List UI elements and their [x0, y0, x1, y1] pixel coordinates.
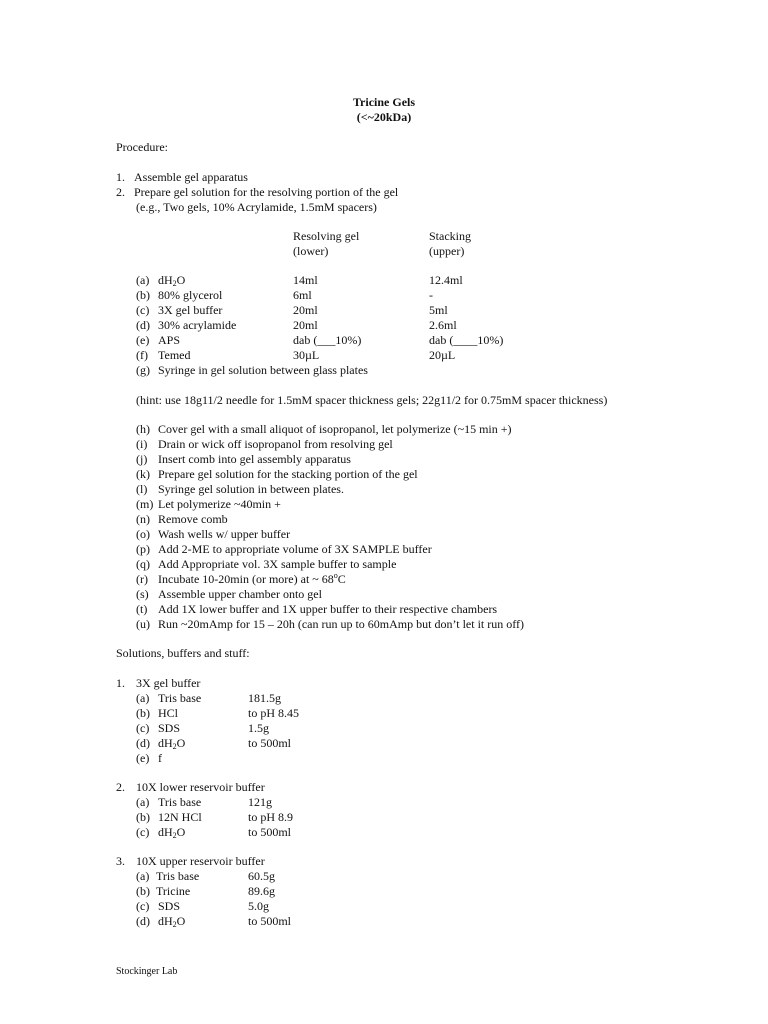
list-item-text: Add 1X lower buffer and 1X upper buffer to their respective chambers — [158, 602, 498, 616]
list-item: (s) — [136, 587, 149, 601]
solution-item-name: Tris base — [156, 869, 200, 883]
solution-item-name: HCl — [158, 706, 179, 720]
solution-item-name: SDS — [158, 899, 181, 913]
gel-row-item: APS — [158, 333, 181, 347]
gel-row-resolving: 20ml — [293, 318, 318, 332]
list-item-text: Insert comb into gel assembly apparatus — [158, 452, 351, 466]
solution-number: 3. — [116, 854, 125, 868]
list-item: (r) — [136, 572, 148, 586]
solution-item-label: (a) — [136, 869, 150, 883]
solution-item-label: (b) — [136, 884, 150, 898]
gel-row-label: (g) — [136, 363, 150, 377]
list-item-text: Drain or wick off isopropanol from resolving gel — [158, 437, 393, 451]
solution-item-name: $dH_2O$ — [158, 736, 186, 751]
gel-row-resolving: 30µL — [293, 348, 320, 362]
solution-item-name: $dH_2O$ — [158, 914, 186, 929]
solution-name: 3X gel buffer — [136, 676, 201, 690]
gel-row-resolving: 20ml — [293, 303, 318, 317]
list-item: (h) — [136, 422, 150, 436]
gel-row-stacking: 20µL — [429, 348, 456, 362]
gel-row-label: (d) — [136, 318, 150, 332]
step-2-number: 2. — [116, 185, 125, 199]
solution-item-value: to pH 8.45 — [248, 706, 299, 720]
solution-item-label: (e) — [136, 751, 150, 765]
solution-item-label: (c) — [136, 721, 150, 735]
list-item: (t) — [136, 602, 148, 616]
list-item: (q) — [136, 557, 150, 571]
gel-row-stacking: 12.4ml — [429, 273, 463, 287]
solution-item-value: 1.5g — [248, 721, 269, 735]
gel-row-stacking: - — [429, 288, 433, 302]
solution-item-name: 12N HCl — [158, 810, 202, 824]
solution-item-name: Tris base — [158, 691, 202, 705]
document-title: Tricine Gels — [352, 95, 416, 109]
gel-row-label: (b) — [136, 288, 150, 302]
solution-item-label: (d) — [136, 914, 150, 928]
solution-item-label: (a) — [136, 691, 150, 705]
gel-row-item: Syringe in gel solution between glass plates — [158, 363, 368, 377]
list-item: (p) — [136, 542, 150, 556]
gel-row-resolving: 6ml — [293, 288, 312, 302]
gel-row-item: $dH_2O$ — [158, 273, 186, 288]
list-item-text: Add 2-ME to appropriate volume of 3X SAMPLE buffer — [158, 542, 432, 556]
gel-row-resolving: dab (___10%) — [293, 333, 362, 347]
solution-item-value: to 500ml — [248, 914, 292, 928]
gel-row-resolving: 14ml — [293, 273, 318, 287]
example-note: (e.g., Two gels, 10% Acrylamide, 1.5mM spacers) — [136, 200, 377, 214]
gel-row-stacking: 5ml — [429, 303, 448, 317]
gel-row-label: (e) — [136, 333, 150, 347]
list-item: (n) — [136, 512, 150, 526]
solutions-heading: Solutions, buffers and stuff: — [116, 646, 250, 660]
gel-row-label: (a) — [136, 273, 150, 287]
list-item-text: Syringe gel solution in between plates. — [158, 482, 344, 496]
list-item: (k) — [136, 467, 150, 481]
list-item: (o) — [136, 527, 150, 541]
solution-item-value: 89.6g — [248, 884, 275, 898]
solution-item-label: (c) — [136, 825, 150, 839]
gel-row-label: (f) — [136, 348, 148, 362]
resolving-header: Resolving gel — [293, 229, 360, 243]
list-item: (l) — [136, 482, 148, 496]
list-item-text: Incubate 10-20min (or more) at ~ 68$^o$C — [158, 571, 346, 586]
list-item: (i) — [136, 437, 148, 451]
stacking-subheader: (upper) — [429, 244, 465, 258]
list-item-text: Add Appropriate vol. 3X sample buffer to sample — [158, 557, 397, 571]
solution-item-name: Tricine — [156, 884, 191, 898]
solution-item-value: to 500ml — [248, 825, 292, 839]
solution-item-label: (c) — [136, 899, 150, 913]
step-1-number: 1. — [116, 170, 125, 184]
solution-item-value: 5.0g — [248, 899, 269, 913]
procedure-heading: Procedure: — [116, 140, 168, 154]
list-item-text: Remove comb — [158, 512, 228, 526]
solution-item-name: f — [158, 751, 162, 765]
list-item-text: Prepare gel solution for the stacking portion of the gel — [158, 467, 418, 481]
solution-name: 10X upper reservoir buffer — [136, 854, 265, 868]
solution-item-name: $dH_2O$ — [158, 825, 186, 840]
gel-row-label: (c) — [136, 303, 150, 317]
list-item: (j) — [136, 452, 148, 466]
solution-name: 10X lower reservoir buffer — [136, 780, 265, 794]
list-item-text: Cover gel with a small aliquot of isopropanol, let polymerize (~15 min +) — [158, 422, 512, 436]
solution-item-label: (a) — [136, 795, 150, 809]
solution-item-value: to pH 8.9 — [248, 810, 293, 824]
solution-item-label: (d) — [136, 736, 150, 750]
list-item-text: Let polymerize ~40min + — [158, 497, 281, 511]
document-subtitle: (<~20kDa) — [356, 110, 412, 124]
list-item-text: Wash wells w/ upper buffer — [158, 527, 291, 541]
gel-row-item: 3X gel buffer — [158, 303, 223, 317]
solution-item-value: 181.5g — [248, 691, 281, 705]
list-item: (u) — [136, 617, 150, 631]
solution-item-label: (b) — [136, 706, 150, 720]
gel-row-stacking: 2.6ml — [429, 318, 457, 332]
solution-number: 2. — [116, 780, 125, 794]
solution-item-label: (b) — [136, 810, 150, 824]
solution-item-value: 121g — [248, 795, 272, 809]
solution-item-value: 60.5g — [248, 869, 275, 883]
gel-row-item: 30% acrylamide — [158, 318, 237, 332]
hint-note: (hint: use 18g11/2 needle for 1.5mM spacer thickness gels; 22g11/2 for 0.75mM spacer thickness) — [136, 393, 608, 407]
list-item-text: Assemble upper chamber onto gel — [158, 587, 322, 601]
gel-row-item: 80% glycerol — [158, 288, 223, 302]
resolving-subheader: (lower) — [293, 244, 329, 258]
stacking-header: Stacking — [429, 229, 471, 243]
solution-item-name: Tris base — [158, 795, 202, 809]
step-2-text: Prepare gel solution for the resolving portion of the gel — [134, 185, 399, 199]
solution-item-name: SDS — [158, 721, 181, 735]
page-footer: Stockinger Lab — [116, 966, 178, 977]
list-item: (m) — [136, 497, 154, 511]
step-1-text: Assemble gel apparatus — [134, 170, 248, 184]
gel-row-item: Temed — [158, 348, 191, 362]
gel-row-stacking: dab (____10%) — [429, 333, 504, 347]
list-item-text: Run ~20mAmp for 15 – 20h (can run up to 60mAmp but don’t let it run off) — [158, 617, 525, 631]
solution-number: 1. — [116, 676, 125, 690]
solution-item-value: to 500ml — [248, 736, 292, 750]
